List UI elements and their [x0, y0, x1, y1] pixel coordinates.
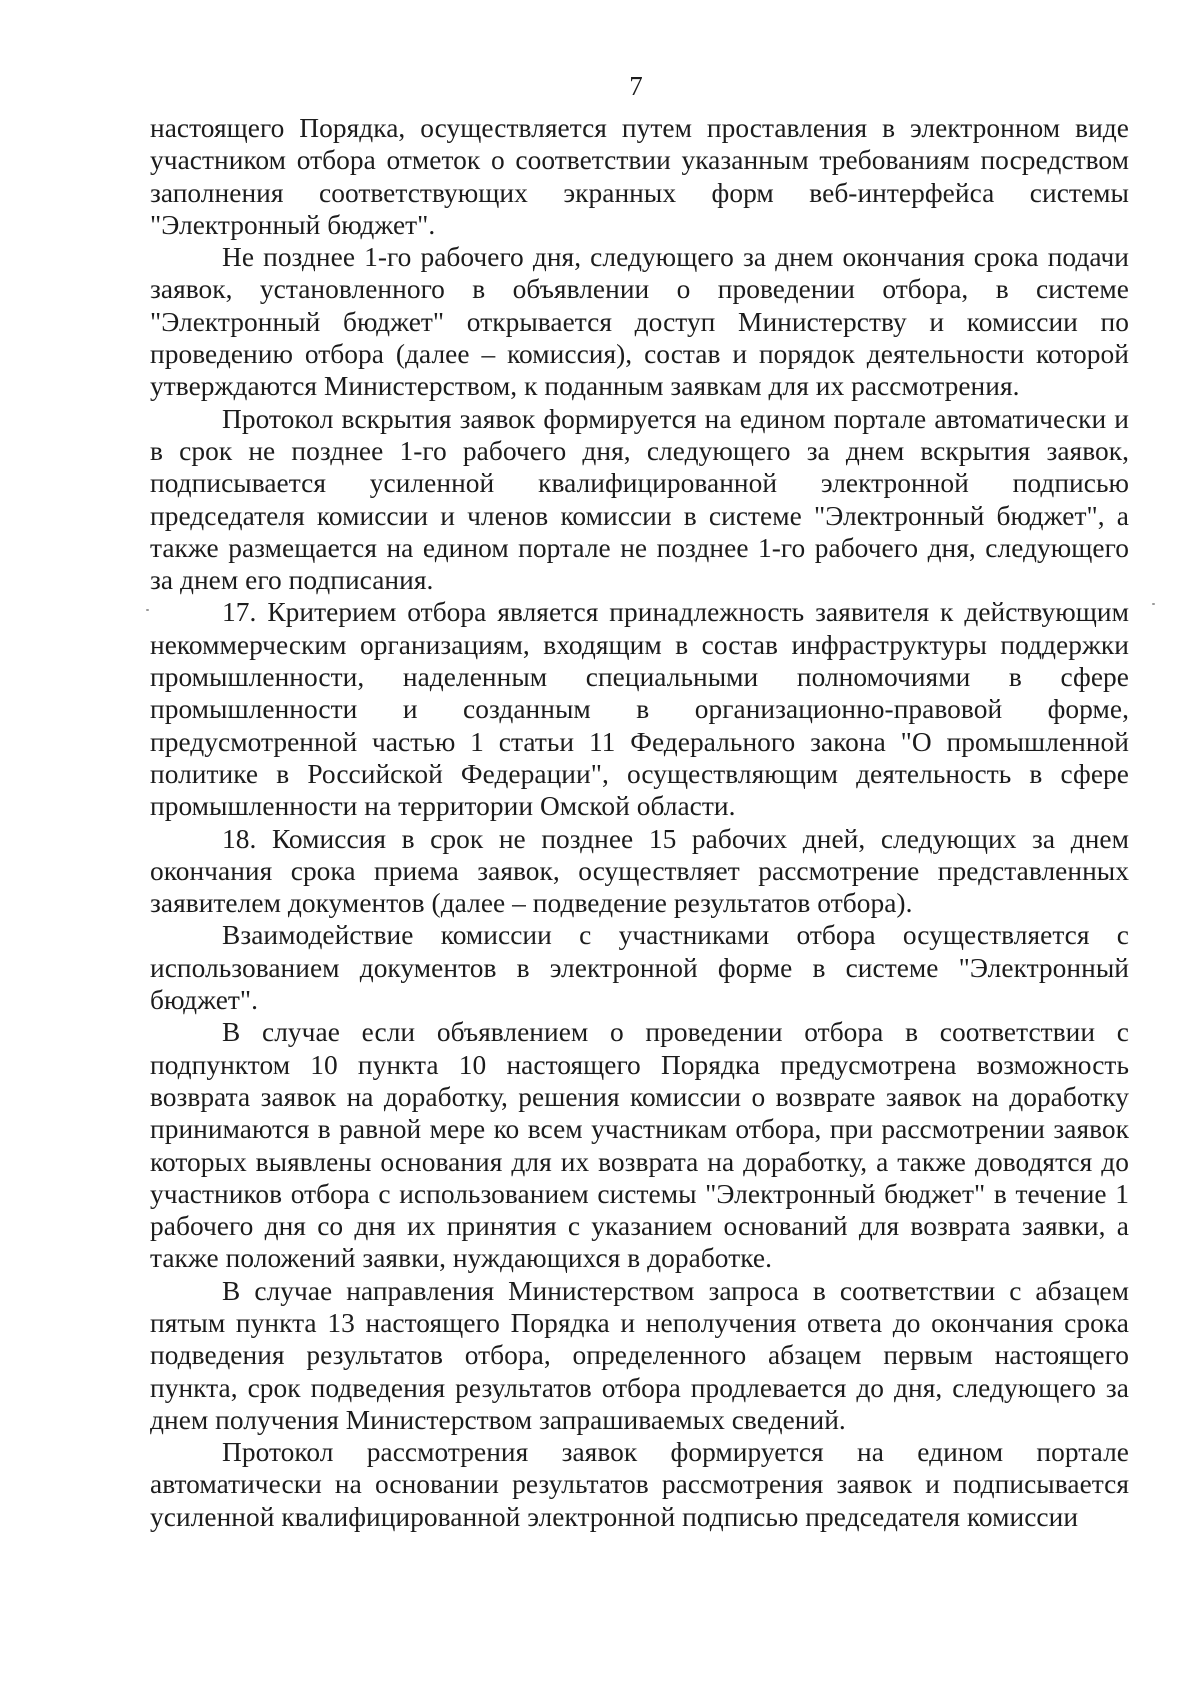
- paragraph-request-extension: В случае направления Министерством запроса в соответствии с абзацем пятым пункта 13 настоящего Порядка и неполучения ответа до окончания срока подведения результатов отбора, определенного абзацем первым настоящего пункта, срок подведения результатов отбора продлевается до дня, следующего за днем получения Министерством запрашиваемых сведений.: [150, 1275, 1129, 1435]
- paragraph-item-17-selection-criterion: 17. Критерием отбора является принадлежность заявителя к действующим некоммерческим организациям, входящим в состав инфраструктуры поддержки промышленности, наделенным специальными полномочиями в сфере промышленности и созданным в организационно-правовой форме, предусмотренной частью 1 статьи 11 Федерального закона "О промышленной политике в Российской Федерации", осуществляющим деятельность в сфере промышленности на территории Омской области.: [150, 597, 1129, 822]
- scan-speck: [146, 609, 149, 611]
- scan-speck: [1152, 603, 1155, 605]
- paragraph-commission-access: Не позднее 1-го рабочего дня, следующего за днем окончания срока подачи заявок, установленного в объявлении о проведении отбора, в системе "Электронный бюджет" открывается доступ Министерству и комиссии по проведению отбора (далее – комиссия), состав и порядок деятельности которой утверждаются Министерством, к поданным заявкам для их рассмотрения.: [150, 242, 1129, 402]
- paragraph-return-for-revision: В случае если объявлением о проведении отбора в соответствии с подпунктом 10 пункта 10 настоящего Порядка предусмотрена возможность возврата заявок на доработку, решения комиссии о возврате заявок на доработку принимаются в равной мере ко всем участникам отбора, при рассмотрении заявок которых выявлены основания для их возврата на доработку, а также доводятся до участников отбора с использованием системы "Электронный бюджет" в течение 1 рабочего дня со дня их принятия с указанием оснований для возврата заявки, а также положений заявки, нуждающихся в доработке.: [150, 1017, 1129, 1274]
- paragraph-review-protocol: Протокол рассмотрения заявок формируется на едином портале автоматически на основании результатов рассмотрения заявок и подписывается усиленной квалифицированной электронной подписью председателя комиссии: [150, 1437, 1129, 1532]
- paragraph-continuation: настоящего Порядка, осуществляется путем проставления в электронном виде участником отбора отметок о соответствии указанным требованиям посредством заполнения соответствующих экранных форм веб-интерфейса системы "Электронный бюджет".: [150, 113, 1129, 240]
- page-number: 7: [629, 71, 643, 101]
- paragraph-opening-protocol: Протокол вскрытия заявок формируется на едином портале автоматически и в срок не позднее 1-го рабочего дня, следующего за днем вскрытия заявок, подписывается усиленной квалифицированной электронной подписью председателя комиссии и членов комиссии в системе "Электронный бюджет", а также размещается на едином портале не позднее 1-го рабочего дня, следующего за днем его подписания.: [150, 403, 1129, 596]
- document-body: [150, 112, 1129, 1533]
- paragraph-item-18-review-term: 18. Комиссия в срок не позднее 15 рабочих дней, следующих за днем окончания срока приема заявок, осуществляет рассмотрение представленных заявителем документов (далее – подведение результатов отбора).: [150, 823, 1129, 919]
- paragraph-interaction: Взаимодействие комиссии с участниками отбора осуществляется с использованием документов в электронной форме в системе "Электронный бюджет".: [150, 920, 1129, 1016]
